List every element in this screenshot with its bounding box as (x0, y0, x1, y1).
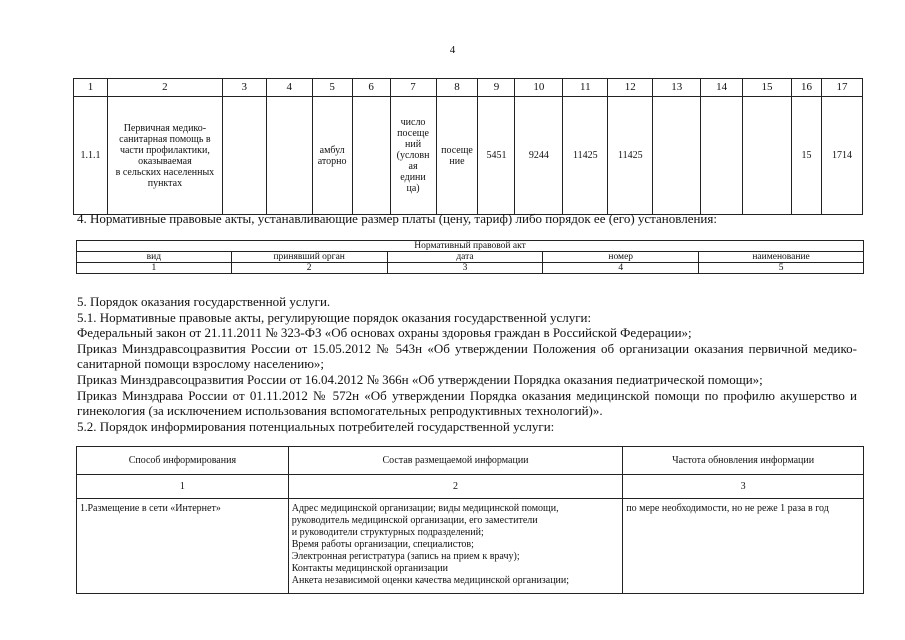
table-cell: 9244 (515, 97, 563, 215)
header-cell: 13 (653, 79, 701, 97)
informing-table (76, 446, 864, 594)
table-cell (266, 97, 312, 215)
header-cell: Состав размещаемой информации (288, 447, 623, 475)
header-cell: 1 (74, 79, 108, 97)
section-4-title: 4. Нормативные правовые акты, устанавливающие размер платы (цену, тариф) либо порядок ее (его) установления: (77, 211, 717, 226)
table-cell: 15 (792, 97, 822, 215)
table-cell (222, 97, 266, 215)
informing-method: 1.Размещение в сети «Интернет» (77, 499, 289, 594)
table-cell (743, 97, 792, 215)
table-header-row (74, 79, 863, 97)
header-cell: дата (387, 252, 543, 263)
section-5-2-title: 5.2. Порядок информирования потенциальных потребителей государственной услуги: (77, 418, 555, 434)
service-condition: амбул аторно (312, 97, 352, 215)
table-header-row (77, 447, 864, 475)
table-cell (352, 97, 390, 215)
legal-act-item: Приказ Минздрава России от 01.11.2012 № 572н «Об утверждении Порядка оказания медицинской помощи по профилю акушерство и гинекология (за исключением использования вспомогательных репродуктивных технологий)». (77, 387, 857, 419)
header-cell: 2 (107, 79, 222, 97)
header-cell: 16 (792, 79, 822, 97)
legal-act-item: Приказ Минздравсоцразвития России от 16.04.2012 № 366н «Об утверждении Порядка оказания педиатрической помощи»; (77, 371, 763, 387)
service-name: Первичная медико- санитарная помощь в части профилактики, оказываемая в сельских населенных пунктах (107, 97, 222, 215)
header-cell: 14 (701, 79, 743, 97)
header-cell: принявший орган (231, 252, 387, 263)
section-5 (77, 294, 857, 434)
legal-acts-table (76, 240, 864, 274)
header-cell: Частота обновления информации (623, 447, 864, 475)
column-number: 3 (387, 263, 543, 274)
column-number: 3 (623, 475, 864, 499)
table-row (77, 499, 864, 594)
header-cell: 17 (821, 79, 862, 97)
table-cell (701, 97, 743, 215)
column-number: 1 (77, 475, 289, 499)
table-caption-row (77, 241, 864, 252)
row-code: 1.1.1 (74, 97, 108, 215)
header-cell: 10 (515, 79, 563, 97)
update-frequency: по мере необходимости, но не реже 1 раза в год (623, 499, 864, 594)
header-cell: вид (77, 252, 232, 263)
header-cell: Способ информирования (77, 447, 289, 475)
table-cell: 11425 (563, 97, 608, 215)
table-row (74, 97, 863, 215)
header-cell: 3 (222, 79, 266, 97)
table-cell: 5451 (478, 97, 515, 215)
header-cell: 8 (436, 79, 478, 97)
table-row (77, 263, 864, 274)
header-cell: 15 (743, 79, 792, 97)
table-caption: Нормативный правовой акт (77, 241, 864, 252)
indicator-name: число посеще ний (условн ая едини ца) (390, 97, 436, 215)
informing-content: Адрес медицинской организации; виды медицинской помощи, руководитель медицинской организации, его заместители и руководители структурных подразделений; Время работы организации, специалистов; Электронная регистратура (запись на прием к врачу); Контакты медицинской организации Анкета независимой оценки качества медицинской организации; (288, 499, 623, 594)
unit-name: посеще ние (436, 97, 478, 215)
table-cell (653, 97, 701, 215)
section-5-title: 5. Порядок оказания государственной услуги. (77, 294, 331, 309)
legal-act-item: Федеральный закон от 21.11.2011 № 323-ФЗ «Об основах охраны здоровья граждан в Российской Федерации»; (77, 325, 692, 341)
table-header-row (77, 252, 864, 263)
header-cell: 5 (312, 79, 352, 97)
page-number: 4 (449, 44, 456, 56)
legal-act-item: Приказ Минздравсоцразвития России от 15.05.2012 № 543н «Об утверждении Положения об организации оказания первичной медико-санитарной помощи взрослому населению»; (77, 340, 857, 372)
column-number: 2 (288, 475, 623, 499)
header-cell: 9 (478, 79, 515, 97)
header-cell: 12 (608, 79, 653, 97)
table-cell: 11425 (608, 97, 653, 215)
section-5-1-title: 5.1. Нормативные правовые акты, регулирующие порядок оказания государственной услуги: (77, 309, 592, 325)
volume-indicators-table (73, 78, 863, 215)
table-row (77, 475, 864, 499)
column-number: 5 (699, 263, 864, 274)
header-cell: 11 (563, 79, 608, 97)
column-number: 1 (77, 263, 232, 274)
table-cell: 1714 (821, 97, 862, 215)
header-cell: 7 (390, 79, 436, 97)
header-cell: 6 (352, 79, 390, 97)
header-cell: номер (543, 252, 699, 263)
column-number: 4 (543, 263, 699, 274)
column-number: 2 (231, 263, 387, 274)
header-cell: наименование (699, 252, 864, 263)
header-cell: 4 (266, 79, 312, 97)
